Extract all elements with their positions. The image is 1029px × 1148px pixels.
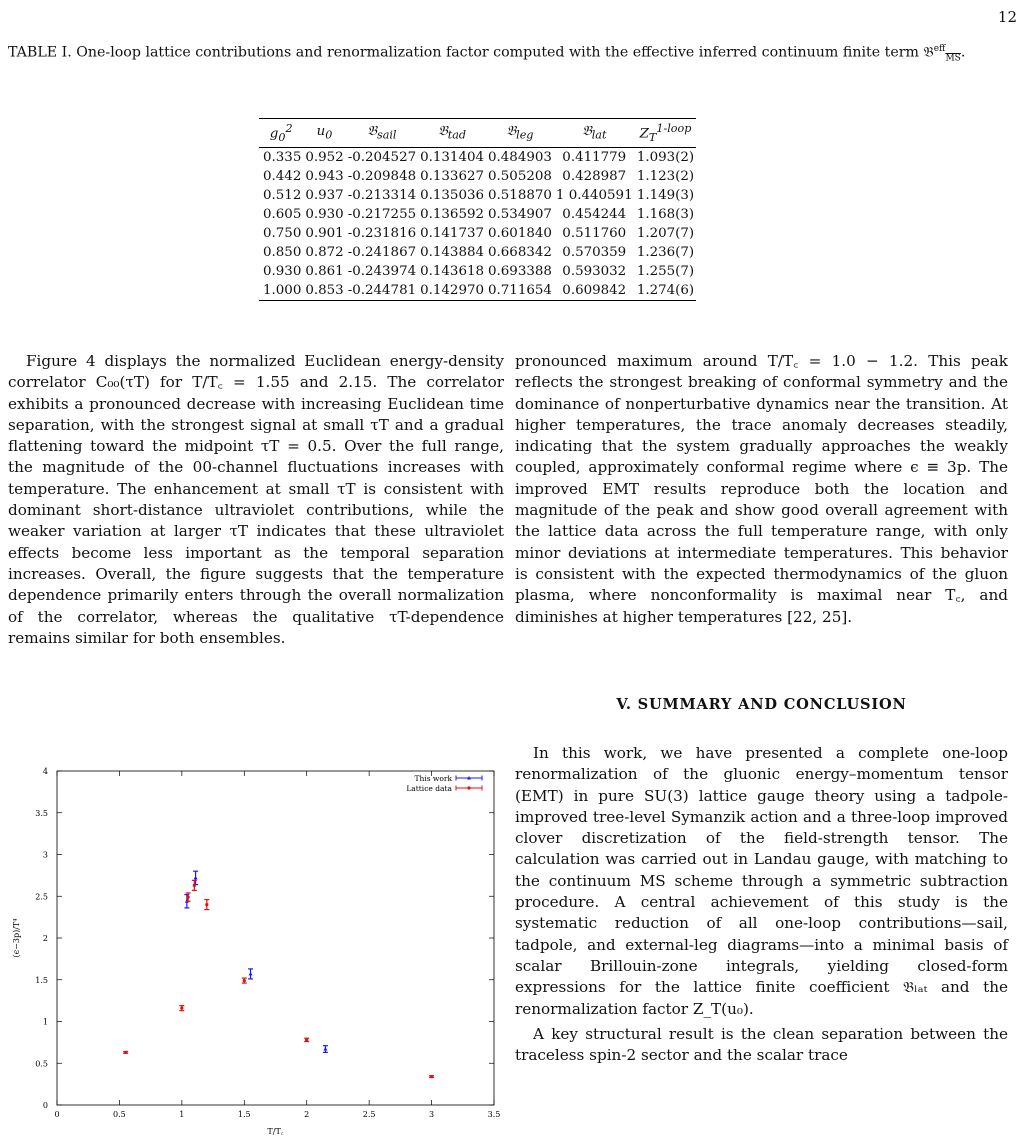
results-table	[259, 118, 696, 301]
legend-marker	[467, 786, 470, 789]
table-cell: 0.133627	[420, 169, 485, 185]
table-cell: 0.861	[305, 264, 344, 280]
table-cell: 0.850	[263, 245, 302, 261]
data-point	[430, 1075, 433, 1078]
table-cell: 0.943	[305, 169, 344, 185]
x-tick-label: 2.5	[362, 1110, 376, 1119]
table-row	[259, 281, 696, 301]
correlator-paragraph: Figure 4 displays the normalized Euclidean energy-density correlator C₀₀(τT) for T/T꜀ = 1.55 and 2.15. The correlator exhibits a pronounced decrease with increasing Euclidean time separation, with the strongest signal at small τT and a gradual flattening toward the midpoint τT = 0.5. Over the full range, the magnitude of the 00-channel fluctuations increases with temperature. The enhancement at small τT is consistent with dominant short-distance ultraviolet contributions, while the weaker variation at larger τT indicates that these ultraviolet effects become less important as the temporal separation increases. Overall, the figure suggests that the temperature dependence primarily enters through the overall normalization of the correlator, whereas the qualitative τT-dependence remains similar for both ensembles.	[8, 352, 504, 647]
trace-anomaly-figure	[0, 756, 505, 1148]
left-column	[8, 351, 504, 649]
legend-label: Lattice data	[406, 784, 452, 793]
table-cell: 0.872	[305, 245, 344, 261]
table-header-cell: 𝔅$_{tad}$	[418, 119, 486, 148]
table-cell: 0.952	[305, 150, 344, 166]
x-tick-label: 3	[429, 1110, 435, 1119]
table-header-cell: $u_0$	[303, 119, 345, 148]
table-cell: 1.274(6)	[636, 283, 695, 299]
summary-column	[515, 743, 1008, 1066]
table-cell: 0.335	[263, 150, 302, 166]
table-cell: 0.693388	[488, 264, 552, 280]
data-point	[187, 895, 190, 898]
table-row	[259, 224, 696, 243]
table-cell: 0.930	[263, 264, 302, 280]
data-point	[323, 1047, 327, 1051]
table-cell: 0.141737	[420, 226, 485, 242]
x-axis-label: T/T꜀	[267, 1127, 284, 1136]
table-cell: 0.609842	[562, 283, 627, 299]
data-point	[180, 1007, 183, 1010]
table-cell: 0.143884	[420, 245, 485, 261]
table-cell: 0.901	[305, 226, 344, 242]
series-0	[184, 871, 328, 1052]
table-cell: 1.168(3)	[636, 207, 695, 223]
table-cell: 1.093(2)	[636, 150, 695, 166]
y-axis-label: (ϵ−3p)/T⁴	[12, 918, 21, 958]
table-cell: 0.750	[263, 226, 302, 242]
table-cell: 1.255(7)	[636, 264, 695, 280]
table-header-cell: 𝔅$_{sail}$	[346, 119, 418, 148]
table-cell: -0.231816	[347, 226, 417, 242]
table-cell: 0.930	[305, 207, 344, 223]
table-row	[259, 243, 696, 262]
x-tick-label: 0	[54, 1110, 60, 1119]
summary-paragraph-2: A key structural result is the clean separation between the traceless spin-2 sector and the scalar trace	[515, 1024, 1008, 1065]
table-cell: -0.241867	[347, 245, 417, 261]
table-cell: 0.512	[263, 188, 302, 204]
table-cell: 0.601840	[488, 226, 552, 242]
table-cell: 0.511760	[562, 226, 627, 242]
table-cell: 0.454244	[562, 207, 627, 223]
table-cell: 0.131404	[420, 150, 485, 166]
table-cell: 1.000	[263, 283, 302, 299]
table-header-cell: $Z_T^{1-loop}$	[635, 119, 697, 148]
data-point	[243, 979, 246, 982]
y-tick-label: 0.5	[35, 1059, 48, 1069]
table-cell: 0.411779	[562, 150, 627, 166]
table-cell: -0.243974	[347, 264, 417, 280]
table-cell: 0.593032	[562, 264, 627, 280]
table-cell: 1.236(7)	[636, 245, 695, 261]
plot-frame	[57, 771, 494, 1105]
trace-anomaly-chart	[0, 756, 505, 1144]
series-1	[123, 880, 434, 1078]
table-cell: -0.204527	[347, 150, 417, 166]
y-tick-label: 1.5	[35, 975, 48, 985]
summary-paragraph-1: In this work, we have presented a complete one-loop renormalization of the gluonic energy–momentum tensor (EMT) in pure SU(3) lattice gauge theory using a tadpole-improved tree-level Symanzik action and a three-loop improved clover discretization of the field-strength tensor. The calculation was carried out in Landau gauge, with matching to the continuum MS scheme through a symmetric subtraction procedure. A central achievement of this study is the systematic reduction of all one-loop contributions—sail, tadpole, and external-leg diagrams—into a minimal basis of scalar Brillouin-zone integrals, yielding closed-form expressions for the lattice finite coefficient 𝔅ₗₐₜ and the renormalization factor Z_T(u₀).	[515, 744, 1008, 1018]
table-row	[259, 186, 696, 205]
table-cell: 0.135036	[420, 188, 485, 204]
y-tick-label: 3	[42, 850, 48, 860]
table-cell: 0.570359	[562, 245, 627, 261]
table-row	[259, 148, 696, 168]
table-cell: 0.505208	[488, 169, 552, 185]
table-header-cell: $g_0^2$	[259, 119, 303, 148]
data-point	[124, 1051, 127, 1054]
table-cell: -0.209848	[347, 169, 417, 185]
data-point	[194, 876, 198, 880]
table-header-row	[259, 119, 696, 148]
table-header-cell: 𝔅$_{leg}$	[486, 119, 554, 148]
table-caption: TABLE I. One-loop lattice contributions and renormalization factor computed with the effective inferred continuum finite term 𝔅$^{eff}_{\overline{MS}}$.	[8, 44, 966, 64]
x-tick-label: 0.5	[113, 1110, 126, 1119]
table-cell: -0.244781	[347, 283, 417, 299]
table-cell: 1.123(2)	[636, 169, 695, 185]
table-row	[259, 205, 696, 224]
y-tick-label: 2	[42, 934, 48, 943]
table-row	[259, 262, 696, 281]
table-cell: 0.136592	[420, 207, 485, 223]
trace-anomaly-paragraph: pronounced maximum around T/T꜀ = 1.0 − 1.2. This peak reflects the strongest breaking of conformal symmetry and the dominance of nonperturbative dynamics near the transition. At higher temperatures, the trace anomaly decreases steadily, indicating that the system gradually approaches the weakly coupled, approximately conformal regime where ϵ ≡ 3p. The improved EMT results reproduce both the location and magnitude of the peak and show good overall agreement with the lattice data across the full temperature range, with only minor deviations at intermediate temperatures. This behavior is consistent with the expected thermodynamics of the gluon plasma, where nonconformality is maximal near T꜀, and diminishes at higher temperatures [22, 25].	[515, 352, 1008, 626]
x-tick-label: 1.5	[237, 1110, 251, 1119]
table-cell: 1 0.440591	[555, 188, 633, 204]
table-cell: 0.937	[305, 188, 344, 204]
data-point	[193, 884, 196, 887]
table-cell: 0.853	[305, 283, 344, 299]
table-cell: 0.518870	[488, 188, 552, 204]
table-cell: 0.534907	[488, 207, 552, 223]
data-point	[249, 972, 253, 976]
page-number: 12	[997, 8, 1017, 26]
y-tick-label: 1	[42, 1017, 48, 1027]
table-cell: 0.711654	[488, 283, 552, 299]
table-cell: 0.668342	[488, 245, 552, 261]
table-cell: -0.217255	[347, 207, 417, 223]
table-cell: 0.143618	[420, 264, 485, 280]
table-cell: 0.605	[263, 207, 302, 223]
table-cell: 0.428987	[562, 169, 627, 185]
y-tick-label: 4	[42, 767, 48, 776]
data-point	[205, 903, 208, 906]
table-cell: 0.442	[263, 169, 302, 185]
table-cell: 1.207(7)	[636, 226, 695, 242]
table-body	[259, 148, 696, 301]
x-tick-label: 1	[179, 1110, 185, 1119]
section-heading: V. SUMMARY AND CONCLUSION	[616, 696, 907, 713]
table-cell: -0.213314	[347, 188, 417, 204]
table-cell: 0.484903	[488, 150, 552, 166]
table-header-cell: 𝔅$_{lat}$	[554, 119, 635, 148]
table-cell: 1.149(3)	[636, 188, 695, 204]
y-tick-label: 2.5	[35, 892, 48, 902]
right-column	[515, 351, 1008, 628]
y-tick-label: 3.5	[35, 808, 48, 818]
legend-label: This work	[414, 774, 452, 783]
x-tick-label: 2	[304, 1110, 310, 1119]
y-tick-label: 0	[42, 1101, 48, 1110]
table-cell: 0.142970	[420, 283, 485, 299]
data-point	[305, 1038, 308, 1041]
table-row	[259, 167, 696, 186]
x-tick-label: 3.5	[487, 1110, 501, 1119]
